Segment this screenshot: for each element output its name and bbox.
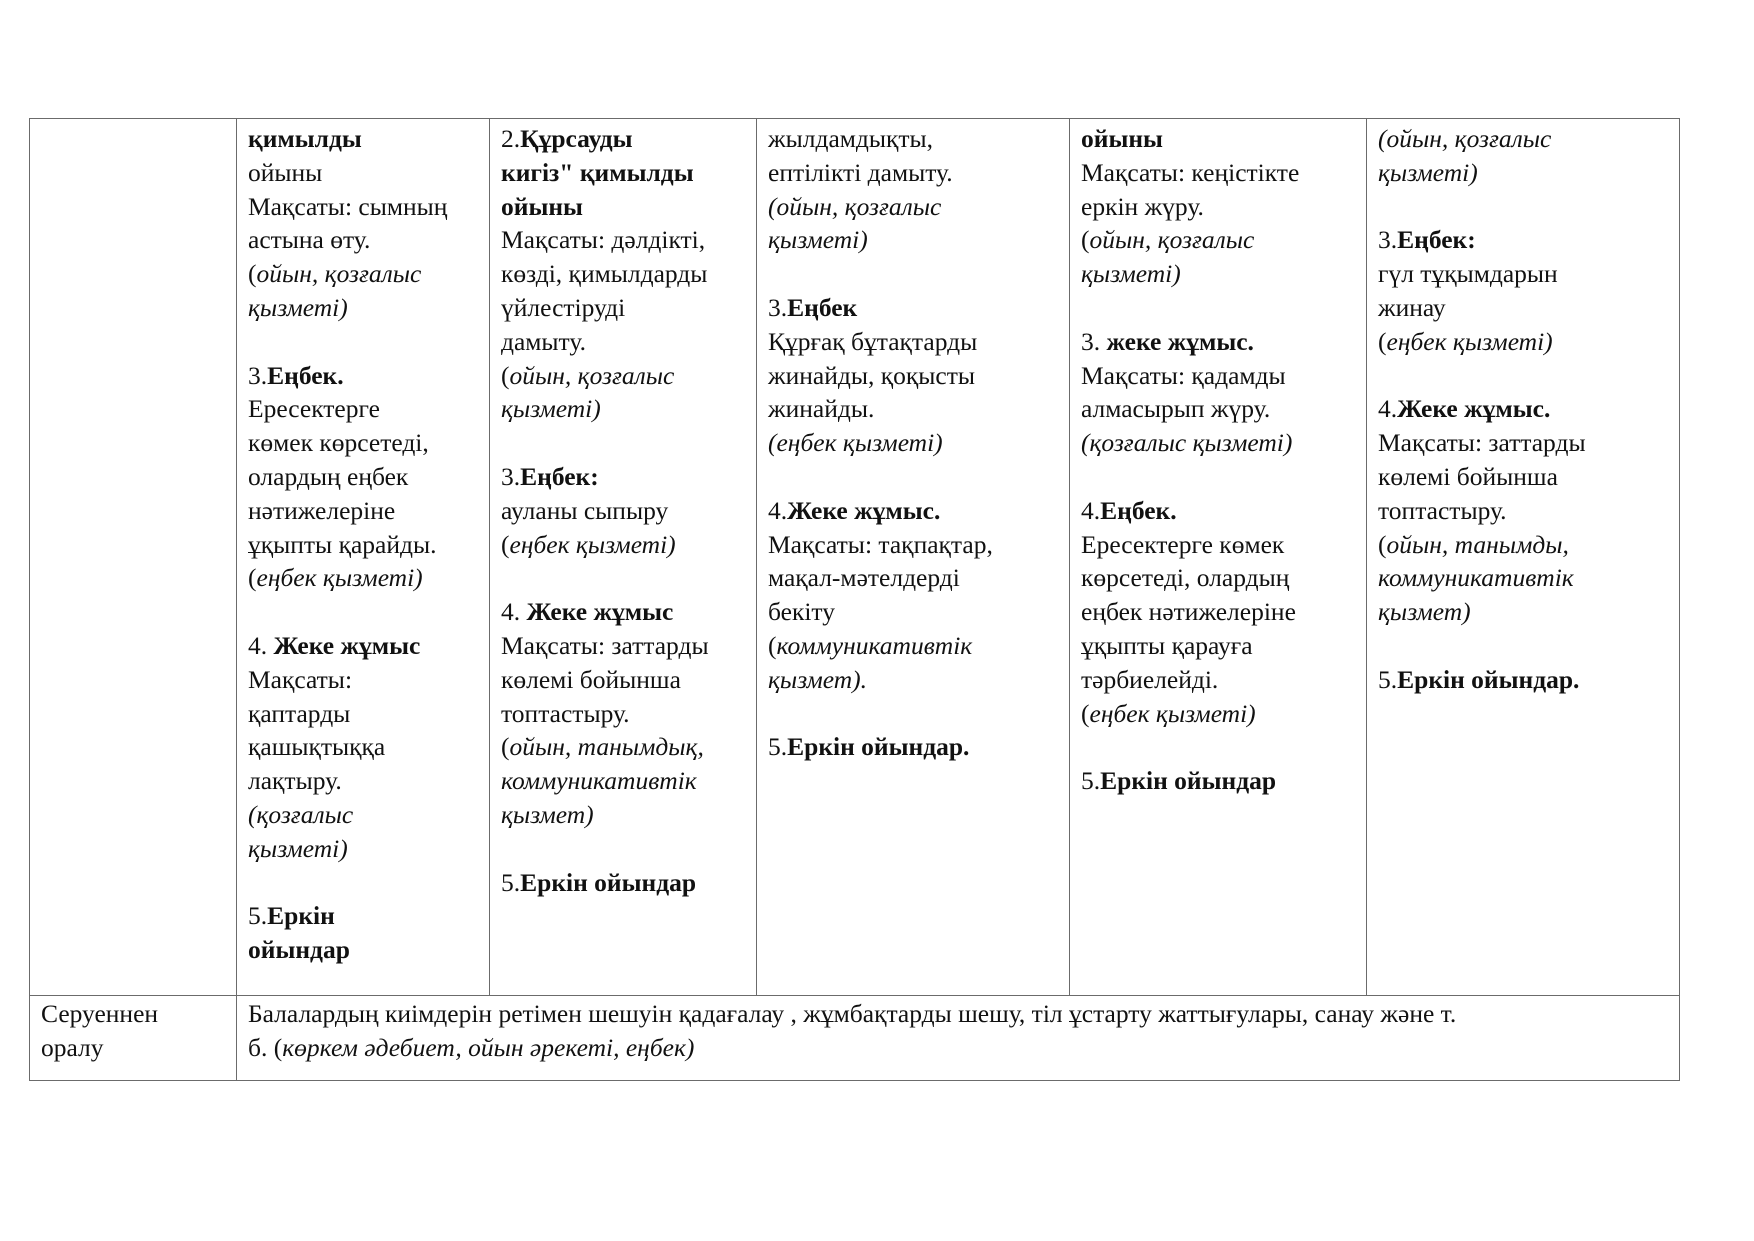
cell-line xyxy=(501,359,746,393)
cell-line xyxy=(1081,629,1356,663)
cell-text: 4. xyxy=(1378,394,1398,424)
cell-line xyxy=(768,494,1059,528)
bold-text: Құрсауды xyxy=(520,124,633,153)
return-from-walk-row xyxy=(30,996,1680,1081)
cell-line xyxy=(768,697,1059,731)
cell-line xyxy=(1081,392,1356,426)
italic-text: (еңбек қызметі) xyxy=(768,428,943,458)
cell-text: ( xyxy=(1081,698,1090,728)
cell-text: Мақсаты: қадамды xyxy=(1081,360,1286,390)
row-label-cell xyxy=(30,119,237,996)
cell-line xyxy=(768,325,1059,359)
cell-line xyxy=(1081,122,1356,156)
cell-text: ептілікті дамыту. xyxy=(768,157,953,187)
cell-line xyxy=(1378,392,1669,426)
return-description-prefix: б. ( xyxy=(248,1032,283,1062)
italic-text: ойын, қозғалыс xyxy=(256,259,422,289)
cell-text: жылдамдықты, xyxy=(768,124,934,153)
italic-text: ойын, танымдық, xyxy=(509,732,704,762)
italic-text: (ойын, қозғалыс xyxy=(768,191,942,221)
cell-line xyxy=(248,595,479,629)
cell-text: топтастыру. xyxy=(1378,495,1507,525)
cell-line xyxy=(1081,730,1356,764)
cell-text: Құрғақ бұтақтарды xyxy=(768,326,978,356)
cell-text: еркін жүру. xyxy=(1081,191,1204,221)
return-description-line-1: Балалардың киімдерін ретімен шешуін қадағалау , жұмбақтарды шешу, тіл ұстарту жаттығулары, санау және т. xyxy=(248,999,1457,1028)
cell-text: тәрбиелейді. xyxy=(1081,664,1219,694)
cell-line xyxy=(248,866,479,900)
cell-text: 3. xyxy=(768,292,788,322)
cell-line xyxy=(501,730,746,764)
cell-line xyxy=(501,426,746,460)
italic-text: қызмет). xyxy=(768,664,868,694)
cell-line xyxy=(501,832,746,866)
cell-line xyxy=(1081,156,1356,190)
cell-text: олардың еңбек xyxy=(248,461,409,491)
cell-text: жинау xyxy=(1378,292,1446,322)
cell-line xyxy=(248,426,479,460)
bold-text: Еңбек xyxy=(787,292,858,322)
cell-text: бекіту xyxy=(768,597,835,627)
cell-line xyxy=(248,122,479,156)
cell-line xyxy=(1378,426,1669,460)
cell-line xyxy=(501,291,746,325)
cell-line xyxy=(501,764,746,798)
cell-line xyxy=(248,832,479,866)
cell-text: көрсетеді, олардың xyxy=(1081,563,1290,593)
cell-line xyxy=(768,663,1059,697)
cell-line xyxy=(768,561,1059,595)
cell-text: астына өту. xyxy=(248,225,371,255)
italic-text: қызметі) xyxy=(768,225,868,255)
cell-line xyxy=(248,528,479,562)
cell-text: 5. xyxy=(1081,766,1101,796)
bold-text: Еңбек: xyxy=(1397,225,1476,255)
cell-text: ( xyxy=(501,360,510,390)
cell-text: көлемі бойынша xyxy=(501,664,681,694)
cell-text: 3. xyxy=(248,360,268,390)
cell-text: мақал-мәтелдерді xyxy=(768,563,960,593)
cell-line xyxy=(501,257,746,291)
cell-line xyxy=(1378,595,1669,629)
bold-text: қимылды xyxy=(248,124,362,153)
day-column-1 xyxy=(237,119,490,996)
cell-line xyxy=(768,629,1059,663)
cell-text: гүл тұқымдарын xyxy=(1378,259,1558,289)
bold-text: ойыны xyxy=(501,191,583,221)
cell-line xyxy=(501,156,746,190)
cell-text: 4. xyxy=(501,597,527,627)
cell-line xyxy=(768,595,1059,629)
cell-text: ( xyxy=(248,259,257,289)
italic-text: қызмет) xyxy=(501,799,594,829)
cell-line xyxy=(248,156,479,190)
cell-line xyxy=(1378,561,1669,595)
bold-text: кигіз" қимылды xyxy=(501,157,694,187)
cell-text: 3. xyxy=(1081,326,1107,356)
cell-line xyxy=(1378,494,1669,528)
italic-text: еңбек қызметі) xyxy=(256,563,423,593)
cell-line xyxy=(1378,359,1669,393)
cell-line xyxy=(1378,257,1669,291)
cell-text: 2. xyxy=(501,124,521,153)
cell-text: жинайды. xyxy=(768,394,875,424)
cell-text: ( xyxy=(768,630,777,660)
cell-line xyxy=(501,223,746,257)
cell-text: Мақсаты: сымның xyxy=(248,191,448,221)
cell-line xyxy=(501,595,746,629)
cell-line xyxy=(501,190,746,224)
cell-line xyxy=(1378,291,1669,325)
italic-text: қызмет) xyxy=(1378,597,1471,627)
return-label-line-2: оралу xyxy=(41,1032,104,1062)
italic-text: еңбек қызметі) xyxy=(1089,698,1256,728)
cell-line xyxy=(248,764,479,798)
cell-line xyxy=(1081,663,1356,697)
cell-line xyxy=(768,156,1059,190)
cell-text: еңбек нәтижелеріне xyxy=(1081,597,1296,627)
schedule-table xyxy=(29,118,1680,1081)
bold-text: ойыны xyxy=(1081,124,1163,153)
cell-text: Мақсаты: тақпақтар, xyxy=(768,529,993,559)
cell-line xyxy=(248,561,479,595)
cell-line xyxy=(1378,629,1669,663)
cell-line xyxy=(1081,325,1356,359)
cell-line xyxy=(768,291,1059,325)
return-label-cell xyxy=(30,996,237,1081)
cell-line xyxy=(248,359,479,393)
cell-line xyxy=(1378,325,1669,359)
return-description-line-2 xyxy=(248,1031,1669,1065)
cell-text: 3. xyxy=(501,461,521,491)
cell-line xyxy=(1081,494,1356,528)
cell-line xyxy=(1378,528,1669,562)
day-column-3 xyxy=(757,119,1070,996)
bold-text: Жеке жұмыс. xyxy=(1397,394,1551,424)
cell-line xyxy=(501,528,746,562)
bold-text: Еркін ойындар. xyxy=(787,732,970,762)
cell-line xyxy=(501,561,746,595)
cell-line xyxy=(501,697,746,731)
cell-text: 5. xyxy=(501,867,521,897)
cell-line xyxy=(768,359,1059,393)
bold-text: Еңбек. xyxy=(1100,495,1177,525)
bold-text: Еңбек: xyxy=(520,461,599,491)
cell-text: көлемі бойынша xyxy=(1378,461,1558,491)
italic-text: қызметі) xyxy=(1378,157,1478,187)
cell-text: ( xyxy=(1378,326,1387,356)
cell-line xyxy=(248,291,479,325)
cell-line xyxy=(248,899,479,933)
cell-line xyxy=(1081,764,1356,798)
cell-line xyxy=(248,629,479,663)
day-column-2 xyxy=(490,119,757,996)
cell-line xyxy=(768,190,1059,224)
cell-line xyxy=(501,494,746,528)
cell-text: ұқыпты қарауға xyxy=(1081,630,1253,660)
cell-text: Мақсаты: заттарды xyxy=(501,630,709,660)
bold-text: ойындар xyxy=(248,935,350,965)
bold-text: Жеке жұмыс xyxy=(273,630,421,660)
cell-text: ұқыпты қарайды. xyxy=(248,529,437,559)
cell-text: дамыту. xyxy=(501,326,586,356)
italic-text: коммуникативтік xyxy=(501,766,697,796)
bold-text: жеке жұмыс. xyxy=(1106,326,1254,356)
cell-text: Мақсаты: кеңістікте xyxy=(1081,157,1300,187)
bold-text: Еркін ойындар. xyxy=(1397,664,1580,694)
cell-text: нәтижелеріне xyxy=(248,495,396,525)
cell-text: 4. xyxy=(248,630,274,660)
cell-line xyxy=(1081,257,1356,291)
bold-text: Жеке жұмыс. xyxy=(787,495,941,525)
cell-line xyxy=(1081,359,1356,393)
cell-line xyxy=(1378,122,1669,156)
italic-text: ойын, танымды, xyxy=(1386,529,1569,559)
day-column-4 xyxy=(1070,119,1367,996)
italic-text: қызметі) xyxy=(1081,259,1181,289)
cell-line xyxy=(248,933,479,967)
italic-text: қызметі) xyxy=(501,394,601,424)
italic-text: (қозғалыс қызметі) xyxy=(1081,428,1293,458)
cell-line xyxy=(501,798,746,832)
cell-line xyxy=(1081,426,1356,460)
activities-row xyxy=(30,119,1680,996)
cell-line xyxy=(501,866,746,900)
cell-line xyxy=(248,663,479,697)
cell-line xyxy=(248,730,479,764)
cell-line xyxy=(768,223,1059,257)
cell-line xyxy=(501,122,746,156)
cell-text: ( xyxy=(1378,529,1387,559)
bold-text: Еркін ойындар xyxy=(1100,766,1277,796)
cell-text: 4. xyxy=(1081,495,1101,525)
cell-text: Мақсаты: xyxy=(248,664,353,694)
return-label-line-1: Серуеннен xyxy=(41,999,159,1028)
cell-text: қаптарды xyxy=(248,698,351,728)
cell-text: ( xyxy=(1081,225,1090,255)
cell-line xyxy=(1378,663,1669,697)
cell-line xyxy=(768,730,1059,764)
cell-text: ( xyxy=(501,732,510,762)
cell-text: алмасырып жүру. xyxy=(1081,394,1271,424)
cell-text: лақтыру. xyxy=(248,766,342,796)
cell-text: 5. xyxy=(768,732,788,762)
bold-text: Еркін ойындар xyxy=(520,867,697,897)
cell-line xyxy=(1378,223,1669,257)
cell-line xyxy=(248,798,479,832)
cell-line xyxy=(1378,156,1669,190)
cell-text: 5. xyxy=(248,901,268,931)
cell-line xyxy=(768,528,1059,562)
bold-text: Еркін xyxy=(267,901,335,931)
cell-text: Ересектерге көмек xyxy=(1081,529,1285,559)
cell-line xyxy=(1081,561,1356,595)
cell-line xyxy=(501,460,746,494)
cell-text: 5. xyxy=(1378,664,1398,694)
return-description-activities: көркем әдебиет, ойын әрекеті, еңбек) xyxy=(282,1032,695,1062)
cell-line xyxy=(1081,291,1356,325)
cell-text: көмек көрсетеді, xyxy=(248,428,429,458)
cell-line xyxy=(1081,697,1356,731)
cell-text: үйлестіруді xyxy=(501,292,626,322)
cell-line xyxy=(768,426,1059,460)
italic-text: коммуникативтік xyxy=(1378,563,1574,593)
cell-line xyxy=(501,392,746,426)
cell-line xyxy=(248,190,479,224)
cell-line xyxy=(248,494,479,528)
cell-line xyxy=(248,460,479,494)
italic-text: қызметі) xyxy=(248,292,348,322)
italic-text: қызметі) xyxy=(248,833,348,863)
return-description-cell xyxy=(237,996,1680,1081)
cell-text: ауланы сыпыру xyxy=(501,495,669,525)
cell-line xyxy=(248,697,479,731)
cell-text: ( xyxy=(248,563,257,593)
italic-text: (қозғалыс xyxy=(248,799,354,829)
cell-text: топтастыру. xyxy=(501,698,630,728)
cell-line xyxy=(1081,528,1356,562)
cell-text: қашықтыққа xyxy=(248,732,386,762)
italic-text: еңбек қызметі) xyxy=(1386,326,1553,356)
cell-line xyxy=(1081,223,1356,257)
cell-text: жинайды, қоқысты xyxy=(768,360,975,390)
cell-line xyxy=(1378,460,1669,494)
cell-text: 3. xyxy=(1378,225,1398,255)
cell-line xyxy=(248,257,479,291)
cell-line xyxy=(1378,190,1669,224)
cell-line xyxy=(248,392,479,426)
cell-line xyxy=(768,122,1059,156)
cell-line xyxy=(248,223,479,257)
italic-text: еңбек қызметі) xyxy=(509,529,676,559)
cell-text: 4. xyxy=(768,495,788,525)
bold-text: Еңбек. xyxy=(267,360,344,390)
cell-line xyxy=(501,629,746,663)
cell-text: Мақсаты: дәлдікті, xyxy=(501,225,706,255)
italic-text: (ойын, қозғалыс xyxy=(1378,124,1552,153)
cell-line xyxy=(1081,460,1356,494)
cell-text: көзді, қимылдарды xyxy=(501,259,708,289)
day-column-5 xyxy=(1367,119,1680,996)
cell-line xyxy=(1081,595,1356,629)
cell-line xyxy=(768,257,1059,291)
italic-text: коммуникативтік xyxy=(776,630,973,660)
cell-text: Ересектерге xyxy=(248,394,380,424)
cell-line xyxy=(768,460,1059,494)
cell-line xyxy=(768,392,1059,426)
cell-line xyxy=(501,325,746,359)
bold-text: Жеке жұмыс xyxy=(526,597,674,627)
cell-line xyxy=(248,325,479,359)
cell-text: Мақсаты: заттарды xyxy=(1378,428,1586,458)
cell-text: ойыны xyxy=(248,157,323,187)
italic-text: ойын, қозғалыс xyxy=(1089,225,1255,255)
cell-line xyxy=(501,663,746,697)
italic-text: ойын, қозғалыс xyxy=(509,360,675,390)
cell-text: ( xyxy=(501,529,510,559)
cell-line xyxy=(1081,190,1356,224)
